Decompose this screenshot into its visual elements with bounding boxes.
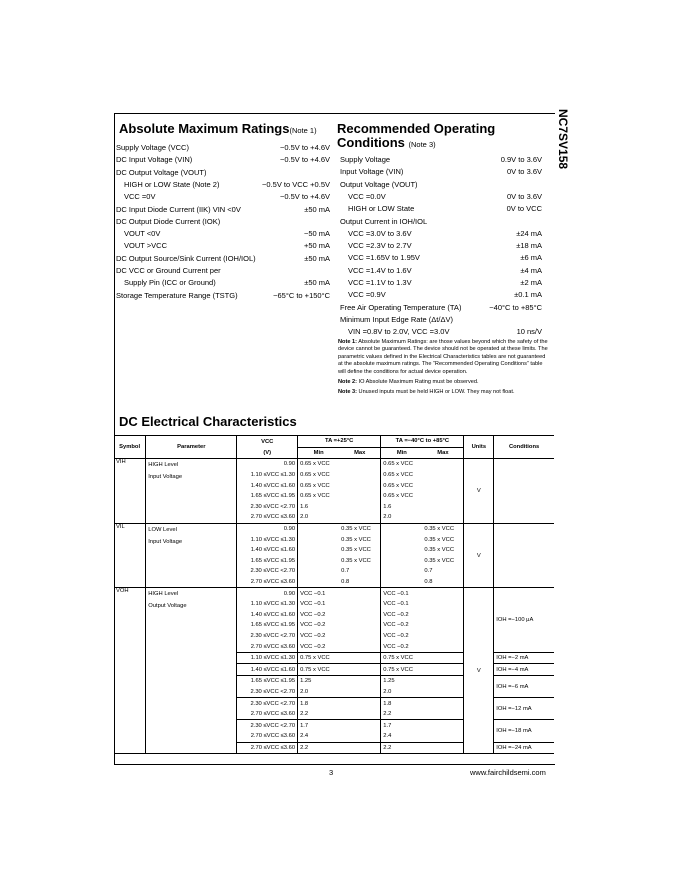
min25-cell: 2.0 [300, 688, 309, 695]
vcc-cell: 2.70 ≤VCC ≤3.60 [237, 731, 298, 742]
min25-cell: 0.65 x VCC [300, 472, 330, 479]
rec-op-label: Supply Voltage [340, 155, 391, 164]
abs-max-title: Absolute Maximum Ratings(Note 1) [119, 121, 317, 136]
max25-cell [339, 459, 381, 470]
abs-max-value: −50 mA [303, 229, 330, 239]
vcc-cell: 1.40 ≤VCC ≤1.60 [237, 545, 298, 556]
param-line-2: Input Voltage [148, 538, 183, 545]
rec-op-label: Output Current in IOH/IOL [340, 216, 428, 226]
min25-cell: 0.75 x VCC [298, 664, 340, 676]
rec-op-value: 0V to VCC [506, 204, 542, 214]
footer-url: www.fairchildsemi.com [470, 768, 546, 777]
min25-cell: 1.25 [298, 676, 340, 687]
max85-cell [422, 676, 464, 687]
rec-op-value: ±0.1 mA [514, 290, 542, 300]
param-line-1: HIGH Level [148, 591, 179, 598]
max25-cell [339, 641, 381, 652]
min85-cell: 0.65 x VCC [383, 493, 413, 500]
min25-cell: 0.65 x VCC [300, 482, 330, 489]
vcc-cell: 2.70 ≤VCC ≤3.60 [237, 512, 298, 523]
table-row [114, 588, 554, 599]
max25-cell [339, 687, 381, 698]
max25-cell: 0.35 x VCC [339, 545, 381, 556]
max25-cell [339, 470, 381, 481]
max25-cell: 0.8 [339, 577, 381, 588]
max85-cell [422, 502, 464, 513]
note-2: Note 2: IO Absolute Maximum Rating must be observed. [338, 379, 479, 386]
th-parameter: Parameter [146, 436, 237, 459]
table-row [114, 523, 554, 534]
min85-cell: 1.25 [381, 676, 423, 687]
rec-op-value: ±24 mA [516, 228, 542, 238]
max85-cell [422, 610, 464, 621]
vcc-cell: 1.10 ≤VCC ≤1.30 [237, 470, 298, 481]
max25-cell [339, 720, 381, 731]
min25-cell [298, 566, 340, 577]
vcc-cell: 1.40 ≤VCC ≤1.60 [237, 610, 298, 621]
min25-cell: 1.7 [298, 720, 340, 731]
max85-cell: 0.35 x VCC [422, 534, 464, 545]
max25-cell [339, 664, 381, 676]
min85-cell: 2.0 [383, 514, 392, 521]
notes [338, 339, 548, 400]
rec-op-label: Output Voltage (VOUT) [340, 179, 418, 189]
abs-max-label: VCC =0V [124, 192, 156, 202]
vcc-cell: 2.30 ≤VCC <2.70 [237, 631, 298, 642]
side-title: NC7SV158 [556, 109, 570, 170]
min25-cell: VCC −0.2 [300, 643, 326, 650]
max25-cell: 0.7 [339, 566, 381, 577]
max25-cell: 0.35 x VCC [339, 523, 381, 534]
rec-op-label: VCC =2.3V to 2.7V [348, 241, 412, 251]
abs-max-value: ±50 mA [304, 204, 330, 214]
min25-cell: 0.65 x VCC [300, 493, 330, 500]
th-max-85: Max [422, 447, 464, 459]
max85-cell [422, 641, 464, 652]
max25-cell [339, 480, 381, 491]
abs-max-value: +50 mA [303, 241, 330, 251]
min85-cell: 2.2 [381, 742, 423, 754]
rec-op-value: ±6 mA [520, 253, 542, 263]
abs-max-value: ±50 mA [304, 253, 330, 263]
rec-op-label: Minimum Input Edge Rate (Δt/ΔV) [340, 314, 453, 324]
abs-max-label: Supply Voltage (VCC) [116, 143, 189, 152]
rec-op-value: ±4 mA [520, 265, 542, 275]
symbol-cell: VIH [114, 459, 146, 524]
vcc-cell: 2.30 ≤VCC <2.70 [237, 687, 298, 698]
min85-cell: 2.2 [383, 711, 392, 718]
rec-op-label: Input Voltage (VIN) [340, 167, 404, 177]
abs-max-value: ±50 mA [304, 278, 330, 288]
max25-cell [339, 652, 381, 664]
min25-cell: 1.6 [300, 503, 309, 510]
rec-op-value: −40°C to +85°C [489, 302, 542, 312]
min25-cell [298, 577, 340, 588]
max25-cell [339, 676, 381, 687]
abs-max-label: DC Output Source/Sink Current (IOH/IOL) [116, 253, 256, 263]
vcc-cell: 2.30 ≤VCC <2.70 [237, 720, 298, 731]
param-line-2: Output Voltage [148, 603, 187, 610]
max25-cell [339, 491, 381, 502]
conditions-cell: IOH =−2 mA [494, 652, 554, 664]
max25-cell [339, 731, 381, 742]
min85-cell: 0.65 x VCC [381, 459, 423, 470]
min85-cell [381, 566, 423, 577]
abs-max-value: −0.5V to +4.6V [279, 192, 330, 202]
max85-cell [422, 742, 464, 754]
max25-cell [339, 631, 381, 642]
parameter-cell [146, 588, 237, 754]
units-cell: V [464, 523, 494, 588]
vcc-cell: 2.30 ≤VCC <2.70 [237, 698, 298, 709]
th-vcc: VCC [237, 436, 298, 448]
units-cell: V [464, 459, 494, 524]
min85-cell: 2.4 [383, 733, 392, 740]
conditions-cell: IOH =−24 mA [494, 742, 554, 754]
parameter-cell [146, 459, 237, 524]
vcc-cell: 1.65 ≤VCC ≤1.95 [237, 620, 298, 631]
max85-cell [422, 588, 464, 599]
min85-cell: VCC −0.2 [383, 632, 409, 639]
rec-op-value: ±2 mA [520, 278, 542, 287]
rec-op-label: HIGH or LOW State [348, 204, 415, 214]
rec-op-value: 10 ns/V [516, 327, 542, 337]
abs-max-value: −0.5V to +4.6V [279, 143, 330, 152]
rec-op-value: 0V to 3.6V [506, 191, 542, 201]
abs-max-value: −65°C to +150°C [273, 290, 330, 300]
min85-cell: VCC −0.2 [383, 622, 409, 629]
max85-cell [422, 491, 464, 502]
min25-cell: VCC −0.2 [300, 622, 326, 629]
min25-cell: VCC −0.1 [298, 588, 340, 599]
max85-cell [422, 664, 464, 676]
conditions-cell: IOH =−6 mA [494, 676, 554, 698]
max85-cell [422, 652, 464, 664]
min25-cell [298, 534, 340, 545]
units-cell: V [464, 588, 494, 754]
symbol-cell: VOH [114, 588, 146, 754]
max85-cell [422, 512, 464, 523]
min85-cell [381, 577, 423, 588]
abs-max-label: Storage Temperature Range (TSTG) [116, 290, 238, 300]
max85-cell [422, 459, 464, 470]
abs-max-label: DC VCC or Ground Current per [116, 266, 221, 275]
max85-cell [422, 599, 464, 610]
min85-cell [381, 534, 423, 545]
abs-max-label: VOUT >VCC [124, 241, 167, 251]
min85-cell [381, 556, 423, 567]
abs-max-label: Supply Pin (ICC or Ground) [124, 278, 216, 288]
param-line-1: LOW Level [148, 526, 177, 533]
max25-cell [339, 742, 381, 754]
min85-cell [381, 523, 423, 534]
max85-cell [422, 720, 464, 731]
min85-cell: 0.75 x VCC [381, 652, 423, 664]
conditions-cell [494, 523, 554, 588]
th-min-25: Min [298, 447, 340, 459]
max85-cell [422, 620, 464, 631]
rec-op-title-2: Conditions (Note 3) [337, 135, 436, 150]
th-units: Units [464, 436, 494, 459]
min25-cell: 2.0 [300, 514, 309, 521]
max85-cell [422, 480, 464, 491]
min85-cell: 1.8 [381, 698, 423, 709]
min85-cell: 0.75 x VCC [381, 664, 423, 676]
rec-op-value: 0.9V to 3.6V [500, 155, 542, 164]
vcc-cell: 2.70 ≤VCC ≤3.60 [237, 742, 298, 754]
rec-op-label: VCC =3.0V to 3.6V [348, 228, 412, 238]
max85-cell: 0.8 [422, 577, 464, 588]
rec-op-value: 0V to 3.6V [506, 167, 542, 177]
vcc-cell: 1.65 ≤VCC ≤1.95 [237, 556, 298, 567]
rec-op-value: ±18 mA [516, 241, 542, 251]
rec-op-label: VCC =1.65V to 1.95V [348, 253, 420, 263]
vcc-cell: 1.65 ≤VCC ≤1.95 [237, 676, 298, 687]
abs-max-label: DC Output Voltage (VOUT) [116, 167, 207, 177]
max85-cell [422, 731, 464, 742]
max25-cell: 0.35 x VCC [339, 534, 381, 545]
max25-cell [339, 512, 381, 523]
max25-cell [339, 502, 381, 513]
min85-cell: VCC −0.2 [383, 611, 409, 618]
min85-cell [381, 545, 423, 556]
max85-cell: 0.35 x VCC [422, 556, 464, 567]
abs-max-value: −0.5V to VCC +0.5V [262, 179, 330, 189]
min25-cell: 0.75 x VCC [298, 652, 340, 664]
min25-cell [298, 523, 340, 534]
th-symbol: Symbol [114, 436, 146, 459]
min85-cell: VCC −0.1 [381, 588, 423, 599]
max25-cell [339, 709, 381, 720]
vcc-cell: 1.10 ≤VCC ≤1.30 [237, 599, 298, 610]
conditions-cell: IOH =−4 mA [494, 664, 554, 676]
min25-cell: 1.8 [298, 698, 340, 709]
th-ta85: TA =−40°C to +85°C [381, 436, 464, 448]
vcc-cell: 0.90 [237, 523, 298, 534]
abs-max-value: −0.5V to +4.6V [279, 155, 330, 165]
min25-cell: 2.2 [298, 742, 340, 754]
th-ta25: TA =+25°C [298, 436, 381, 448]
vcc-cell: 1.40 ≤VCC ≤1.60 [237, 664, 298, 676]
max85-cell [422, 709, 464, 720]
rec-op-label: VIN =0.8V to 2.0V, VCC =3.0V [348, 327, 450, 337]
param-line-1: HIGH Level [148, 462, 179, 469]
min25-cell: 2.4 [300, 733, 309, 740]
abs-max-label: DC Output Diode Current (IOK) [116, 216, 221, 226]
vcc-cell: 0.90 [237, 459, 298, 470]
param-line-2: Input Voltage [148, 474, 183, 481]
abs-max-label: VOUT <0V [124, 229, 161, 239]
min85-cell: 2.0 [383, 688, 392, 695]
min85-cell: 1.6 [383, 503, 392, 510]
rec-op-title-1: Recommended Operating [337, 121, 496, 136]
min25-cell: VCC −0.2 [300, 632, 326, 639]
vcc-cell: 2.70 ≤VCC ≤3.60 [237, 641, 298, 652]
min25-cell: 0.65 x VCC [298, 459, 340, 470]
vcc-cell: 2.30 ≤VCC <2.70 [237, 566, 298, 577]
min25-cell [298, 545, 340, 556]
conditions-cell: IOH =−18 mA [494, 720, 554, 742]
vcc-cell: 0.90 [237, 588, 298, 599]
conditions-cell: IOH =−100 μA [494, 588, 554, 653]
min85-cell: VCC −0.1 [383, 601, 409, 608]
max85-cell: 0.35 x VCC [422, 545, 464, 556]
dc-title: DC Electrical Characteristics [119, 414, 297, 429]
max25-cell [339, 620, 381, 631]
max25-cell [339, 588, 381, 599]
min85-cell: 0.65 x VCC [383, 472, 413, 479]
min85-cell: VCC −0.2 [383, 643, 409, 650]
vcc-cell: 1.10 ≤VCC ≤1.30 [237, 534, 298, 545]
conditions-cell: IOH =−12 mA [494, 698, 554, 720]
th-vcc-unit: (V) [237, 447, 298, 459]
vcc-cell: 1.65 ≤VCC ≤1.95 [237, 491, 298, 502]
note-1: Note 1: Absolute Maximum Ratings: are those values beyond which the safety of the device cannot be guaranteed. The device should not be operated at these limits. The parametric values defined in the Electrical Characteristics tables are not guaranteed at the absolute maximum ratings. The “Recommended Operating Conditions” table will define the conditions for actual device operation. [338, 339, 548, 375]
max25-cell: 0.35 x VCC [339, 556, 381, 567]
conditions-cell [494, 459, 554, 524]
vcc-cell: 1.10 ≤VCC ≤1.30 [237, 652, 298, 664]
th-max-25: Max [339, 447, 381, 459]
max85-cell [422, 470, 464, 481]
min85-cell: 0.65 x VCC [383, 482, 413, 489]
vcc-cell: 2.70 ≤VCC ≤3.60 [237, 577, 298, 588]
min85-cell: 1.7 [381, 720, 423, 731]
symbol-cell: VIL [114, 523, 146, 588]
min25-cell: VCC −0.2 [300, 611, 326, 618]
dc-table [114, 435, 554, 754]
page-number: 3 [329, 768, 334, 777]
rec-op-label: VCC =0.9V [348, 290, 386, 300]
th-min-85: Min [381, 447, 423, 459]
min25-cell [298, 556, 340, 567]
min25-cell: VCC −0.1 [300, 601, 326, 608]
table-row [114, 459, 554, 470]
max85-cell [422, 698, 464, 709]
max85-cell [422, 631, 464, 642]
max85-cell: 0.35 x VCC [422, 523, 464, 534]
note-3: Note 3: Unused inputs must be held HIGH or LOW. They may not float. [338, 389, 515, 396]
max85-cell: 0.7 [422, 566, 464, 577]
parameter-cell [146, 523, 237, 588]
rec-op-label: VCC =0.0V [348, 191, 386, 201]
max25-cell [339, 599, 381, 610]
rec-op-label: VCC =1.1V to 1.3V [348, 278, 412, 287]
max25-cell [339, 698, 381, 709]
max85-cell [422, 687, 464, 698]
max25-cell [339, 610, 381, 621]
vcc-cell: 2.30 ≤VCC <2.70 [237, 502, 298, 513]
vcc-cell: 2.70 ≤VCC ≤3.60 [237, 709, 298, 720]
vcc-cell: 1.40 ≤VCC ≤1.60 [237, 480, 298, 491]
rec-op-label: Free Air Operating Temperature (TA) [340, 302, 462, 312]
th-conditions: Conditions [494, 436, 554, 459]
rec-op-label: VCC =1.4V to 1.6V [348, 265, 412, 275]
min25-cell: 2.2 [300, 711, 309, 718]
abs-max-label: HIGH or LOW State (Note 2) [124, 179, 220, 189]
abs-max-label: DC Input Voltage (VIN) [116, 155, 193, 165]
abs-max-label: DC Input Diode Current (IIK) VIN <0V [116, 204, 241, 214]
